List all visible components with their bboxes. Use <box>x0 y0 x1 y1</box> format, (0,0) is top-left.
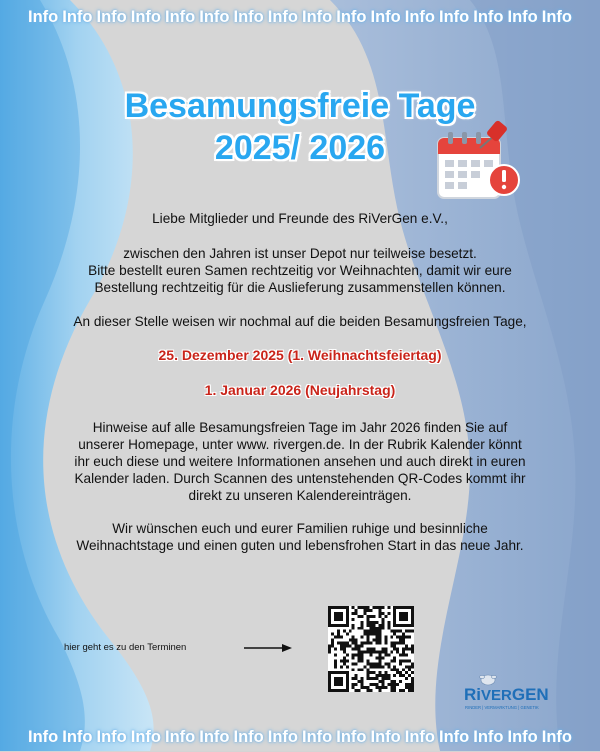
date-christmas: 25. Dezember 2025 (1. Weihnachtsfeiertag) <box>158 347 442 363</box>
banner-word: Info <box>439 7 470 26</box>
banner-word: Info <box>233 727 264 746</box>
banner-word: Info <box>62 727 93 746</box>
page-title: Besamungsfreie Tage <box>124 87 476 125</box>
banner-word: Info <box>165 7 196 26</box>
banner-word: Info <box>28 727 59 746</box>
page-title-year: 2025/ 2026 <box>214 129 386 167</box>
banner-word: Info <box>199 7 230 26</box>
paragraph-homepage <box>20 419 580 504</box>
svg-text:RiVERGEN <box>464 685 549 704</box>
logo-tagline: RINDER | VERMARKTUNG | GENETIK <box>465 705 539 710</box>
banner-word: Info <box>336 727 367 746</box>
banner-word: Info <box>473 7 504 26</box>
text-line: direkt zu unseren Kalendereinträgen. <box>188 488 412 503</box>
banner-word: Info <box>165 727 196 746</box>
banner-word: Info <box>233 7 264 26</box>
arrow-icon <box>244 642 294 654</box>
text-line: ihr euch diese und weitere Informationen ansehen und auch direkt in euren <box>74 454 526 469</box>
logo-part-gen: GEN <box>511 685 549 704</box>
text-line: Bitte bestellt euren Samen rechtzeitig vor Weihnachten, damit wir eure <box>88 263 512 278</box>
banner-word: Info <box>541 727 572 746</box>
text-line: Hinweise auf alle Besamungsfreien Tage im Jahr 2026 finden Sie auf <box>92 420 508 435</box>
banner-word: Info <box>267 7 298 26</box>
banner-word: Info <box>370 727 401 746</box>
text-line: Weihnachtstage und einen guten und lebensfrohen Start in das neue Jahr. <box>76 538 524 553</box>
banner-word: Info <box>96 727 127 746</box>
banner-word: Info <box>336 7 367 26</box>
banner-word: Info <box>404 727 435 746</box>
alert-icon <box>489 165 519 195</box>
paragraph-hint: An dieser Stelle weisen wir nochmal auf die beiden Besamungsfreien Tage, <box>73 314 527 329</box>
banner-word: Info <box>473 727 504 746</box>
banner-word: Info <box>507 727 538 746</box>
text-line: Kalender laden. Durch Scannen des untenstehenden QR-Codes kommt ihr <box>74 471 526 486</box>
banner-word: Info <box>370 7 401 26</box>
text-line: Bestellung rechtzeitig für die Auslieferung zusammenstellen können. <box>94 280 506 295</box>
paragraph-depot <box>20 245 580 296</box>
banner-word: Info <box>130 7 161 26</box>
text-line: zwischen den Jahren ist unser Depot nur teilweise besetzt. <box>123 246 477 261</box>
info-banner-top <box>0 2 600 32</box>
rivergen-logo <box>458 670 570 714</box>
info-banner-bottom <box>0 722 600 752</box>
qr-code[interactable] <box>328 606 414 692</box>
banner-word: Info <box>302 727 333 746</box>
banner-word: Info <box>439 727 470 746</box>
banner-word: Info <box>96 7 127 26</box>
banner-word: Info <box>404 7 435 26</box>
calendar-icon <box>432 120 524 206</box>
banner-word: Info <box>267 727 298 746</box>
banner-word: Info <box>199 727 230 746</box>
banner-word: Info <box>62 7 93 26</box>
banner-word: Info <box>302 7 333 26</box>
banner-word: Info <box>130 727 161 746</box>
cow-icon <box>480 675 497 685</box>
banner-word: Info <box>507 7 538 26</box>
logo-part-ver: VER <box>481 687 512 704</box>
date-newyear: 1. Januar 2026 (Neujahrstag) <box>204 382 396 398</box>
qr-caption: hier geht es zu den Terminen <box>64 642 187 653</box>
banner-word: Info <box>541 7 572 26</box>
text-line: Wir wünschen euch und eurer Familien ruhige und besinnliche <box>112 521 488 536</box>
banner-word: Info <box>28 7 59 26</box>
text-line: unserer Homepage, unter www. rivergen.de. In der Rubrik Kalender könnt <box>78 437 522 452</box>
paragraph-wishes <box>20 520 580 554</box>
greeting: Liebe Mitglieder und Freunde des RiVerGen e.V., <box>152 211 448 226</box>
logo-part-ri: Ri <box>464 685 481 704</box>
